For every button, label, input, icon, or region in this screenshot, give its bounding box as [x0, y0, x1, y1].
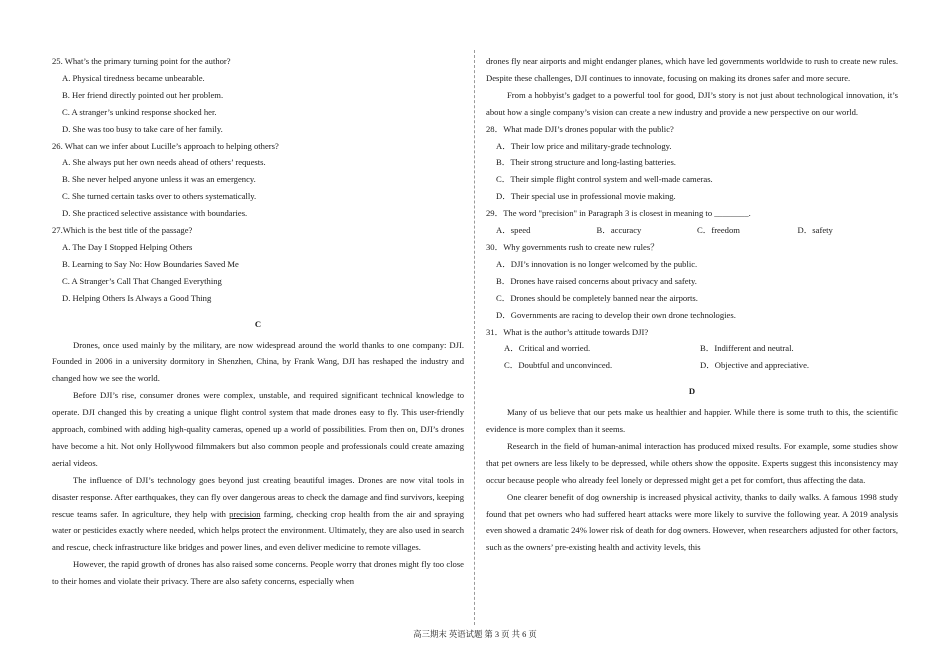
section-c-paragraph-2: Before DJI’s rise, consumer drones were complex, unstable, and required significant technical knowledge to operate. DJI changed this by creating a unique flight control system that made drones easy to fly. This user-friendly approach, combined with adding high-quality cameras, opened up a world of possibilities. From then on, DJI’s drones have become a hit. Not only Hollywood filmmakers but also common people and professionals could create amazing aerial videos. — [52, 390, 464, 468]
section-d-paragraph-1: Many of us believe that our pets make us healthier and happier. While there is some truth to this, the scientific evidence is more complex than it seems. — [486, 407, 898, 435]
question-31-option-a: A．Critical and worried. — [504, 343, 591, 354]
question-29-stem: 29．The word "precision" in Paragraph 3 is closest in meaning to ________. — [486, 208, 751, 219]
paragraph-3-text-start: The influence of DJI’s technology goes beyond just creating beautiful images. Drones are now vital tools in disaster response. After earthquakes, they can fly over dangerous areas to check the damage and find survivors, keeping rescue teams safer. In agriculture, they help with — [52, 474, 464, 519]
question-30-option-d: D．Governments are racing to develop their own drone technologies. — [496, 309, 736, 320]
question-25-option-d: D. She was too busy to take care of her family. — [62, 123, 223, 134]
section-c-paragraph-4: However, the rapid growth of drones has also raised some concerns. People worry that drones might fly too close to their homes and violate their privacy. There are also safety concerns, especially when — [52, 559, 464, 587]
section-c-paragraph-1: Drones, once used mainly by the military, are now widespread around the world thanks to one company: DJI. Founded in 2006 in a university dormitory in Shenzhen, China, by Frank Wang, DJI has reshaped the industry and changed how we see the world. — [52, 339, 464, 384]
section-c-paragraph-4-continued: drones fly near airports and might endanger planes, which have led governments worldwide to rush to create new rules. Despite these challenges, DJI continues to innovate, focusing on making its drones safer and more secure. — [486, 56, 898, 83]
section-d-heading: D — [688, 386, 696, 397]
paragraph-3-text-end: farming, checking crop health from the air and spraying water or pesticides exactly where needed, which helps protect the environment. Ultimately, they are also used in search and rescue, check infrastructure like bridges and power lines, and even deliver medicine to remote villages. — [52, 508, 464, 553]
section-d-paragraph-3: One clearer benefit of dog ownership is increased physical activity, thanks to daily walks. A famous 1998 study found that pet owners who had suffered heart attacks were more likely to survive the following year. A 2019 analysis even showed a dramatic 24% lower risk of death for dog owners. However, when researchers adjusted for other factors, such as the owners’ pre-existing health and activity levels, this — [486, 491, 898, 553]
section-c-paragraph-5: From a hobbyist’s gadget to a powerful tool for good, DJI’s story is not just about technological innovation, it’s about how a single company’s vision can create a new industry and provide a new perspective on our world. — [486, 89, 898, 117]
underlined-word-precision: precision — [229, 508, 261, 519]
question-27-option-c: C. A Stranger’s Call That Changed Everything — [62, 275, 222, 286]
question-27-option-b: B. Learning to Say No: How Boundaries Saved Me — [62, 258, 239, 269]
question-26-stem: 26. What can we infer about Lucille’s approach to helping others? — [52, 140, 279, 151]
question-27-option-a: A. The Day I Stopped Helping Others — [62, 241, 193, 252]
question-25-option-a: A. Physical tiredness became unbearable. — [62, 72, 205, 83]
column-divider — [474, 50, 475, 625]
question-25-stem: 25. What’s the primary turning point for the author? — [52, 56, 231, 66]
question-25-option-c: C. A stranger’s unkind response shocked her. — [62, 106, 217, 117]
page-footer: 高三期末 英语试题 第 3 页 共 6 页 — [413, 630, 537, 639]
section-c-heading: C — [254, 318, 262, 329]
question-28-option-c: C．Their simple flight control system and well-made cameras. — [496, 174, 713, 185]
question-31-stem: 31．What is the author’s attitude towards DJI? — [486, 326, 649, 337]
question-29-option-c: C．freedom — [697, 225, 740, 236]
question-28-option-d: D．Their special use in professional movie making. — [496, 191, 676, 202]
question-28-stem: 28．What made DJI’s drones popular with the public? — [486, 123, 674, 134]
question-29-option-d: D．safety — [797, 225, 833, 236]
question-29-option-a: A．speed — [496, 225, 531, 236]
question-26-option-c: C. She turned certain tasks over to others systematically. — [62, 191, 257, 202]
question-31-options-row-2 — [486, 357, 898, 374]
question-30-option-c: C．Drones should be completely banned near the airports. — [496, 292, 698, 303]
question-29-options — [486, 222, 898, 239]
question-31-option-d: D．Objective and appreciative. — [700, 360, 810, 371]
question-30-option-a: A．DJI’s innovation is no longer welcomed by the public. — [496, 258, 698, 269]
section-c-paragraph-3 — [52, 472, 464, 557]
question-27-option-d: D. Helping Others Is Always a Good Thing — [62, 292, 212, 303]
question-31-option-c: C．Doubtful and unconvinced. — [504, 360, 613, 371]
question-28-option-a: A．Their low price and military-grade technology. — [496, 140, 672, 151]
question-29-option-b: B．accuracy — [596, 225, 642, 236]
left-column — [52, 53, 464, 590]
question-31-option-b: B．Indifferent and neutral. — [700, 343, 794, 354]
right-column — [486, 53, 898, 556]
section-d-paragraph-2: Research in the field of human-animal interaction has produced mixed results. For example, some studies show that pet owners are less likely to be depressed, while others show the opposite. Experts suggest this inconsistency may occur because people who already feel lonely or depressed might get a pet for comfort, thus affecting the data. — [486, 440, 898, 485]
question-30-option-b: B．Drones have raised concerns about privacy and safety. — [496, 275, 697, 286]
question-28-option-b: B．Their strong structure and long-lasting batteries. — [496, 157, 676, 168]
question-26-option-b: B. She never helped anyone unless it was an emergency. — [62, 174, 256, 185]
question-25-option-b: B. Her friend directly pointed out her problem. — [62, 89, 224, 100]
question-27-stem: 27.Which is the best title of the passage? — [52, 225, 193, 236]
question-31-options-row-1 — [486, 340, 898, 357]
question-26-option-d: D. She practiced selective assistance with boundaries. — [62, 208, 248, 219]
question-30-stem: 30．Why governments rush to create new rules？ — [486, 241, 659, 252]
question-26-option-a: A. She always put her own needs ahead of others’ requests. — [62, 157, 266, 168]
